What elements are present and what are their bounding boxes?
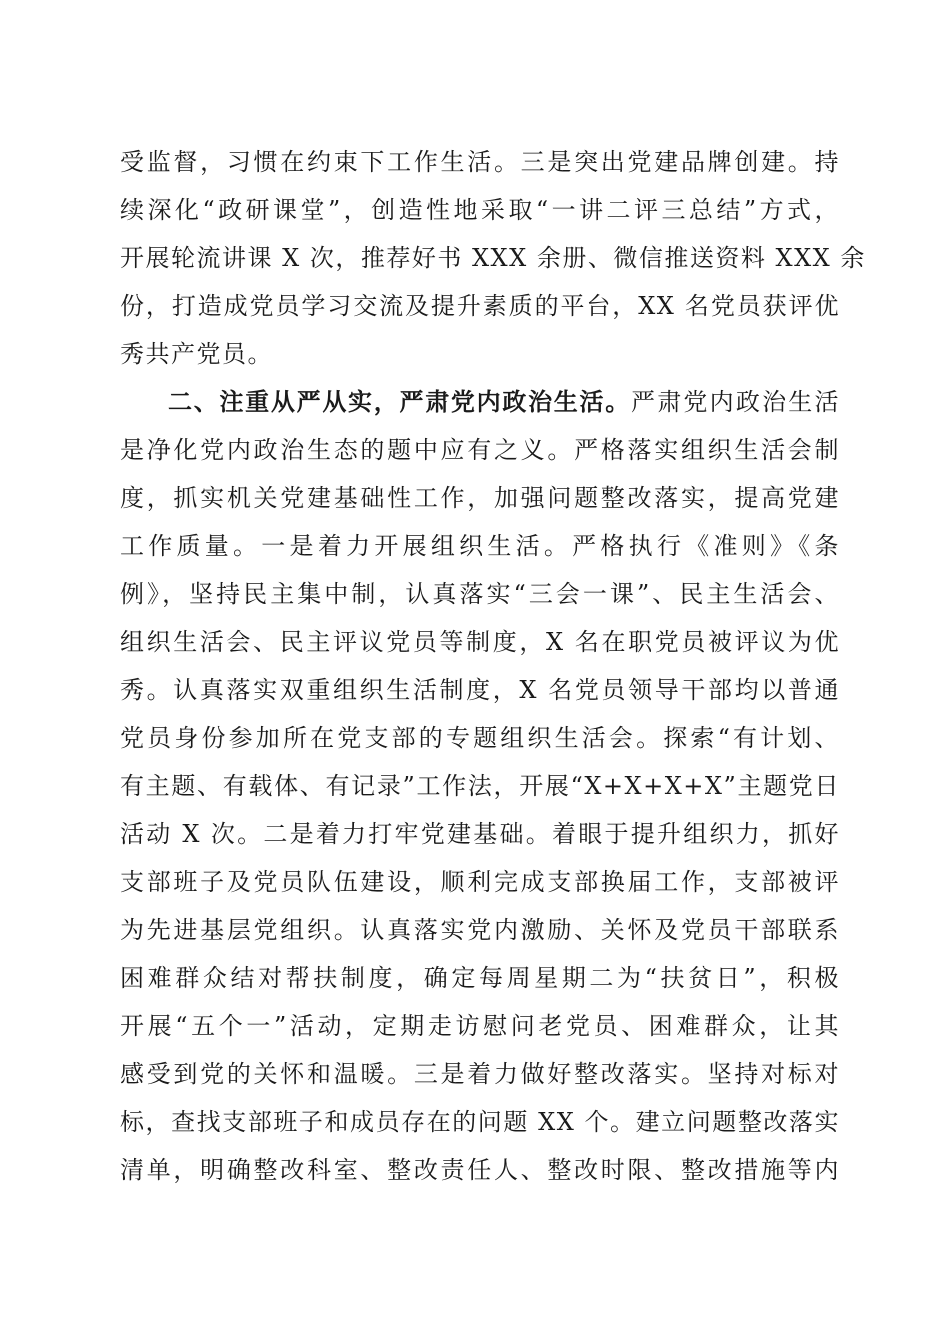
text-line: 是净化党内政治生态的题中应有之义。严格落实组织生活会制: [120, 436, 840, 464]
text-line: 开展轮流讲课 X 次，推荐好书 XXX 余册、微信推送资料 XXX 余: [120, 244, 866, 272]
text-line: 组织生活会、民主评议党员等制度，X 名在职党员被评议为优: [120, 628, 840, 656]
text-line: 困难群众结对帮扶制度，确定每周星期二为“扶贫日”，积极: [120, 964, 840, 992]
text-line: 标，查找支部班子和成员存在的问题 XX 个。建立问题整改落实: [120, 1108, 840, 1136]
text-line: 份，打造成党员学习交流及提升素质的平台，XX 名党员获评优: [120, 292, 840, 320]
text-line: 清单，明确整改科室、整改责任人、整改时限、整改措施等内: [120, 1156, 840, 1184]
text-line: 有主题、有载体、有记录”工作法，开展“X+X+X+X”主题党日: [120, 772, 840, 800]
text-line: 工作质量。一是着力开展组织生活。严格执行《准则》《条: [120, 532, 840, 560]
text-line: 活动 X 次。二是着力打牢党建基础。着眼于提升组织力，抓好: [120, 820, 840, 848]
text-fragment: 严肃党内政治生活: [630, 388, 841, 416]
text-line: 为先进基层党组织。认真落实党内激励、关怀及党员干部联系: [120, 916, 840, 944]
paragraph-first-line: [120, 378, 840, 426]
text-line: 秀共产党员。: [120, 340, 273, 368]
text-line: 例》，坚持民主集中制，认真落实“三会一课”、民主生活会、: [120, 580, 840, 608]
text-line: 党员身份参加所在党支部的专题组织生活会。探索“有计划、: [120, 724, 840, 752]
text-line: 度，抓实机关党建基础性工作，加强问题整改落实，提高党建: [120, 484, 840, 512]
text-line: 秀。认真落实双重组织生活制度，X 名党员领导干部均以普通: [120, 676, 840, 704]
text-line: 感受到党的关怀和温暖。三是着力做好整改落实。坚持对标对: [120, 1060, 840, 1088]
text-line: 受监督，习惯在约束下工作生活。三是突出党建品牌创建。持: [120, 148, 840, 176]
section-heading: 二、注重从严从实，严肃党内政治生活。: [168, 388, 631, 416]
body-text: [120, 138, 866, 1194]
text-line: 支部班子及党员队伍建设，顺利完成支部换届工作，支部被评: [120, 868, 840, 896]
text-line: 续深化“政研课堂”，创造性地采取“一讲二评三总结”方式，: [120, 196, 840, 224]
text-line: 开展“五个一”活动，定期走访慰问老党员、困难群众，让其: [120, 1012, 840, 1040]
